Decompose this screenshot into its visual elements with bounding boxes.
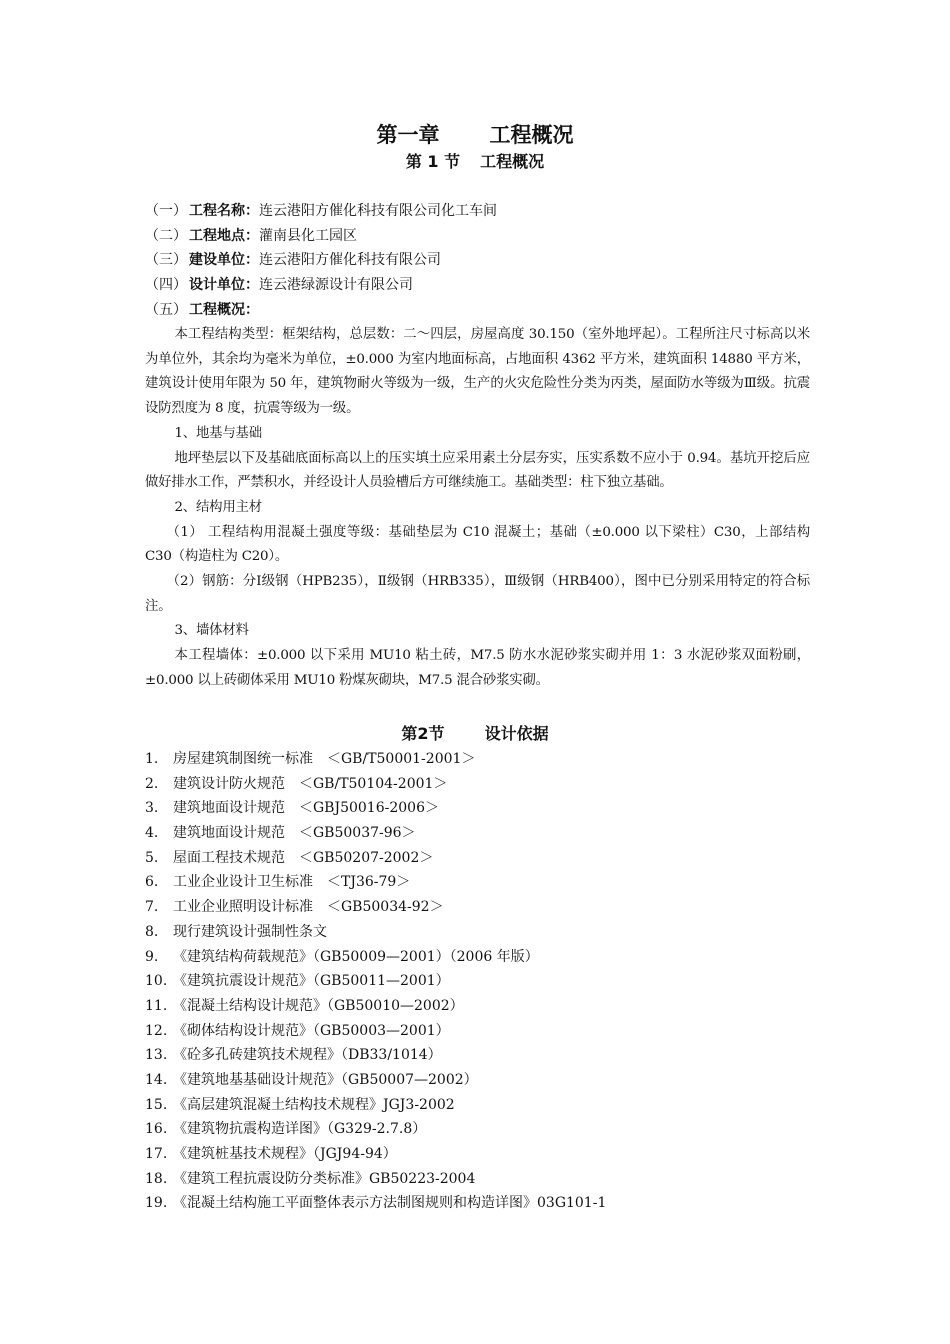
list-item: 17. 《建筑桩基技术规程》（JGJ94-94） xyxy=(145,1146,397,1162)
info-row-designer: （四） 设计单位：连云港绿源设计有限公司 xyxy=(145,277,413,294)
section-1-heading xyxy=(0,150,950,174)
list-item: 14. 《建筑地基基础设计规范》（GB50007—2002） xyxy=(145,1071,478,1088)
list-item: 15. 《高层建筑混凝土结构技术规程》JGJ3-2002 xyxy=(145,1096,455,1113)
list-item: 10. 《建筑抗震设计规范》（GB50011—2001） xyxy=(145,973,450,990)
list-item: 6. 工业企业设计卫生标准 ＜TJ36-79＞ xyxy=(145,874,411,891)
chapter-label: 第一章 xyxy=(376,123,440,147)
list-item: 5. 屋面工程技术规范 ＜GB50207-2002＞ xyxy=(145,849,434,866)
subheading-materials: 2、结构用主材 xyxy=(174,499,262,515)
list-item: 4. 建筑地面设计规范 ＜GB50037-96＞ xyxy=(145,825,416,842)
overview-body xyxy=(145,323,810,694)
section-2-heading xyxy=(0,722,950,746)
list-item: 12. 《砌体结构设计规范》（GB50003—2001） xyxy=(145,1022,450,1039)
info-row-name: （一） 工程名称：连云港阳方催化科技有限公司化工车间 xyxy=(145,203,497,219)
list-item: 8. 现行建筑设计强制性条文 xyxy=(145,923,327,940)
walls-paragraph: 本工程墙体：±0.000 以下采用 MU10 粘土砖，M7.5 防水水泥砂浆实砌并用 1：3 水泥砂浆双面粉刷，±0.000 以上砖砌体采用 MU10 粉煤灰砌块，M7.5 混合砂浆实砌。 xyxy=(145,648,810,688)
list-item: 16. 《建筑物抗震构造详图》（G329-2.7.8） xyxy=(145,1121,427,1138)
rebar-paragraph: （2）钢筋：分Ⅰ级钢（HPB235），Ⅱ级钢（HRB335），Ⅲ级钢（HRB400），图中已分别采用特定的符合标注。 xyxy=(145,574,810,614)
info-row-location: （二） 工程地点：灌南县化工园区 xyxy=(145,227,357,244)
list-item: 19. 《混凝土结构施工平面整体表示方法制图规则和构造详图》03G101-1 xyxy=(145,1195,607,1212)
list-item: 18. 《建筑工程抗震设防分类标准》GB50223-2004 xyxy=(145,1170,476,1187)
foundation-paragraph: 地坪垫层以下及基础底面标高以上的压实填土应采用素土分层夯实，压实系数不应小于 0.94。基坑开挖后应做好排水工作，严禁积水，并经设计人员验槽后方可继续施工。基础类型：柱下独立基础。 xyxy=(145,450,810,491)
concrete-paragraph: （1） 工程结构用混凝土强度等级：基础垫层为 C10 混凝土；基础（±0.000 以下梁柱）C30，上部结构 C30（构造柱为 C20）。 xyxy=(145,524,810,565)
info-row-client: （三） 建设单位：连云港阳方催化科技有限公司 xyxy=(145,252,441,269)
reference-list xyxy=(145,747,810,1216)
project-info-list xyxy=(145,199,810,322)
section-1-label: 第 1 节 xyxy=(405,152,461,171)
section-2-label: 第2节 xyxy=(401,724,445,743)
subheading-walls: 3、墙体材料 xyxy=(174,623,249,639)
list-item: 2. 建筑设计防火规范 ＜GB/T50104-2001＞ xyxy=(145,775,448,792)
list-item: 7. 工业企业照明设计标准 ＜GB50034-92＞ xyxy=(145,899,444,916)
list-item: 3. 建筑地面设计规范 ＜GBJ50016-2006＞ xyxy=(145,800,439,817)
info-row-overview: （五） 工程概况： xyxy=(145,301,259,318)
overview-paragraph: 本工程结构类型：框架结构，总层数：二～四层，房屋高度 30.150（室外地坪起）。工程所注尺寸标高以米为单位外，其余均为毫米为单位，±0.000 为室内地面标高，占地面积 4362 平方米，建筑面积 14880 平方米，建筑设计使用年限为 50 年，建筑物耐火等级为一级，生产的火灾危险性分类为丙类，屋面防水等级为Ⅲ级。抗震设防烈度为 8 度，抗震等级为一级。 xyxy=(145,327,810,417)
list-item: 9. 《建筑结构荷载规范》（GB50009—2001）（2006 年版） xyxy=(145,948,539,965)
chapter-title: 工程概况 xyxy=(489,123,574,147)
list-item: 13. 《砼多孔砖建筑技术规程》（DB33/1014） xyxy=(145,1047,442,1064)
list-item: 1. 房屋建筑制图统一标准 ＜GB/T50001-2001＞ xyxy=(145,751,476,767)
section-1-title: 工程概况 xyxy=(480,152,545,171)
section-2-title: 设计依据 xyxy=(484,724,549,743)
subheading-foundation: 1、地基与基础 xyxy=(174,425,262,441)
chapter-heading xyxy=(0,120,950,150)
list-item: 11. 《混凝土结构设计规范》（GB50010—2002） xyxy=(145,997,464,1014)
